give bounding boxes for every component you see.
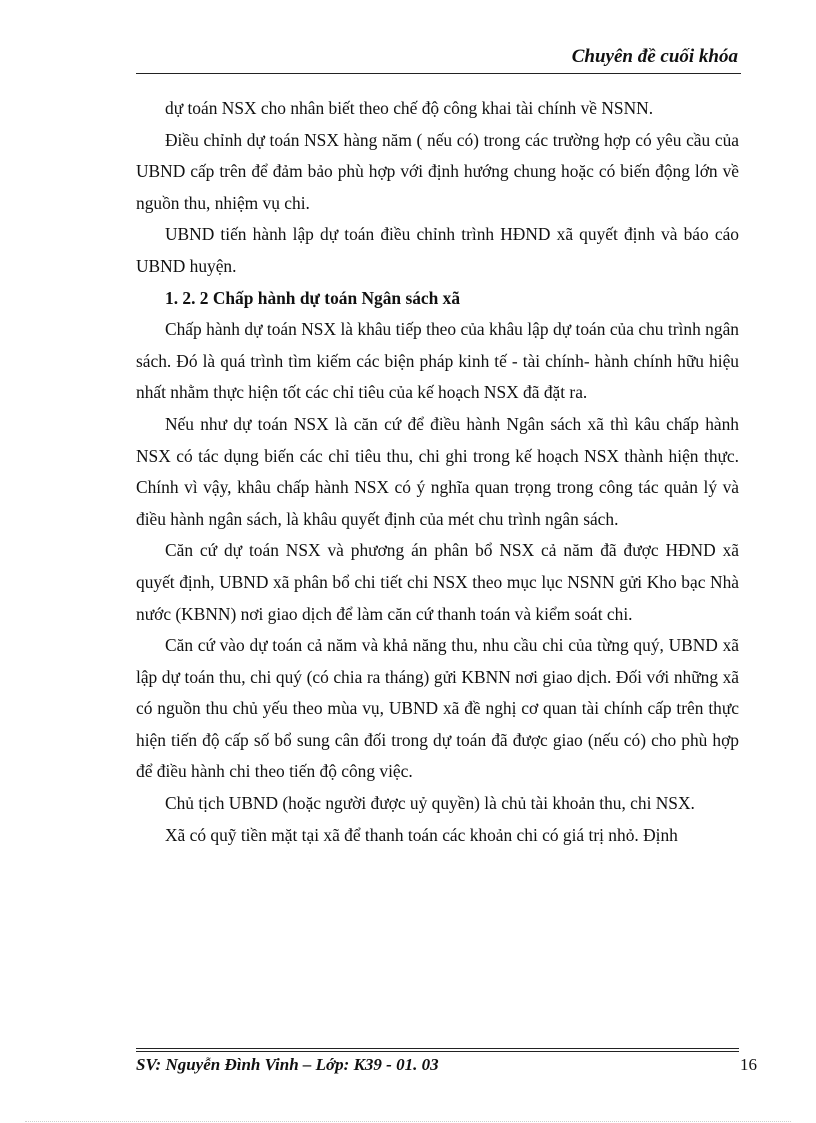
page-body	[136, 93, 739, 851]
paragraph: Căn cứ vào dự toán cả năm và khả năng thu, nhu cầu chi của từng quý, UBND xã lập dự toán thu, chi quý (có chia ra tháng) gửi KBNN nơi giao dịch. Đối với những xã có nguồn thu chủ yếu theo mùa vụ, UBND xã đề nghị cơ quan tài chính cấp trên thực hiện tiến độ cấp số bổ sung cân đối trong dự toán đã được giao (nếu có) cho phù hợp để điều hành chi theo tiến độ công việc.	[136, 635, 739, 782]
paragraph: Nếu như dự toán NSX là căn cứ để điều hành Ngân sách xã thì kâu chấp hành NSX có tác dụng biến các chỉ tiêu thu, chi ghi trong kế hoạch NSX thành hiện thực. Chính vì vậy, khâu chấp hành NSX có ý nghĩa quan trọng trong công tác quản lý và điều hành ngân sách, là khâu quyết định của mét chu trình ngân sách.	[136, 413, 739, 529]
paragraph: Chấp hành dự toán NSX là khâu tiếp theo của khâu lập dự toán của chu trình ngân sách. Đó là quá trình tìm kiếm các biện pháp kinh tế - tài chính- hành chính hữu hiệu nhất nhằm thực hiện tốt các chỉ tiêu của kế hoạch NSX đã đặt ra.	[136, 319, 739, 403]
header-divider	[136, 73, 741, 74]
paragraph: Căn cứ dự toán NSX và phương án phân bổ NSX cả năm đã được HĐND xã quyết định, UBND xã phân bổ chi tiết chi NSX theo mục lục NSNN gửi Kho bạc Nhà nước (KBNN) nơi giao dịch để làm căn cứ thanh toán và kiểm soát chi.	[136, 540, 739, 624]
page-bottom-edge	[25, 1121, 791, 1122]
section-heading: 1. 2. 2 Chấp hành dự toán Ngân sách xã	[165, 287, 461, 308]
page-number: 16	[740, 1055, 757, 1074]
paragraph: Điều chỉnh dự toán NSX hàng năm ( nếu có) trong các trường hợp có yêu cầu của UBND cấp trên để đảm bảo phù hợp với định hướng chung hoặc có biến động lớn về nguồn thu, nhiệm vụ chi.	[136, 129, 739, 213]
paragraph: dự toán NSX cho nhân biết theo chế độ công khai tài chính về NSNN.	[165, 98, 654, 118]
footer-divider-top	[136, 1048, 739, 1049]
paragraph: Xã có quỹ tiền mặt tại xã để thanh toán các khoản chi có giá trị nhỏ. Định	[165, 824, 678, 845]
footer-author-line: SV: Nguyễn Đình Vinh – Lớp: K39 - 01. 03	[136, 1055, 439, 1074]
paragraph: UBND tiến hành lập dự toán điều chỉnh trình HĐND xã quyết định và báo cáo UBND huyện.	[136, 224, 739, 276]
running-header-title: Chuyên đề cuối khóa	[571, 46, 738, 67]
footer-divider-bottom	[136, 1051, 739, 1052]
paragraph: Chủ tịch UBND (hoặc người được uỷ quyền) là chủ tài khoản thu, chi NSX.	[165, 793, 695, 814]
